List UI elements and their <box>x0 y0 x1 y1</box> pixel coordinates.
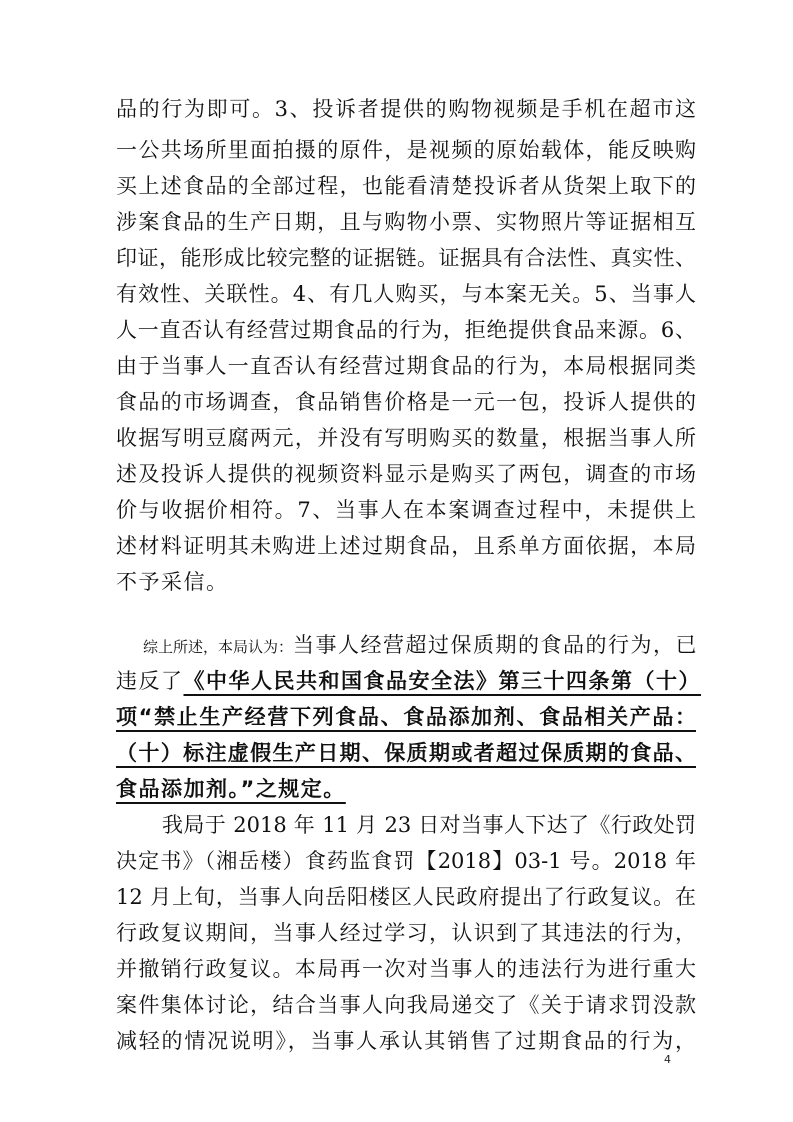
text-line: 述材料证明其未购进上述过期食品，且系单方面依据，本局 <box>116 534 696 558</box>
law-citation-line: 项“禁止生产经营下列食品、食品添加剂、食品相关产品： <box>116 705 696 729</box>
text-line: 行政复议期间，当事人经过学习，认识到了其违法的行为， <box>116 921 696 945</box>
text-line: 不予采信。 <box>116 570 229 594</box>
text-line: 涉案食品的生产日期，且与购物小票、实物照片等证据相互 <box>116 210 696 234</box>
text-line: 述及投诉人提供的视频资料显示是购买了两包，调查的市场 <box>116 462 696 486</box>
text-line: 案件集体讨论，结合当事人向我局递交了《关于请求罚没款 <box>116 993 696 1017</box>
text-line: 12 月上旬，当事人向岳阳楼区人民政府提出了行政复议。在 <box>116 885 696 909</box>
text-line: 印证，能形成比较完整的证据链。证据具有合法性、真实性、 <box>116 246 696 270</box>
text-line: 买上述食品的全部过程，也能看清楚投诉者从货架上取下的 <box>116 174 696 198</box>
text-line: 价与收据价相符。7、当事人在本案调查过程中，未提供上 <box>116 498 696 522</box>
text-line <box>116 666 701 696</box>
text-line: 一公共场所里面拍摄的原件，是视频的原始载体，能反映购 <box>116 138 696 162</box>
text-line: 减轻的情况说明》，当事人承认其销售了过期食品的行为， <box>116 1029 696 1053</box>
text-line: 品的行为即可。3、投诉者提供的购物视频是手机在超市这 <box>116 97 696 121</box>
law-citation: 《中华人民共和国食品安全法》第三十四条第（十） <box>183 669 701 693</box>
text-line: 我局于 2018 年 11 月 23 日对当事人下达了《行政处罚 <box>162 813 696 837</box>
conclusion-text: 当事人经营超过保质期的食品的行为，已 <box>293 633 699 657</box>
text-line: 决定书》（湘岳楼）食药监食罚【2018】03-1 号。2018 年 <box>116 849 696 873</box>
law-citation-line: （十）标注虚假生产日期、保质期或者超过保质期的食品、 <box>116 741 696 765</box>
violation-prefix: 违反了 <box>116 669 184 693</box>
page-number: 4 <box>664 1053 671 1066</box>
text-line: 由于当事人一直否认有经营过期食品的行为，本局根据同类 <box>116 354 696 378</box>
law-citation-line: 食品添加剂。”之规定。 <box>116 777 346 801</box>
conclusion-intro: 综上所述，本局认为： <box>143 638 294 656</box>
text-line <box>143 630 699 660</box>
text-line: 有效性、关联性。4、有几人购买，与本案无关。5、当事人 <box>116 282 696 306</box>
text-line: 并撤销行政复议。本局再一次对当事人的违法行为进行重大 <box>116 957 696 981</box>
text-line: 收据写明豆腐两元，并没有写明购买的数量，根据当事人所 <box>116 426 696 450</box>
text-line: 人一直否认有经营过期食品的行为，拒绝提供食品来源。6、 <box>116 318 696 342</box>
text-line: 食品的市场调查，食品销售价格是一元一包，投诉人提供的 <box>116 390 696 414</box>
